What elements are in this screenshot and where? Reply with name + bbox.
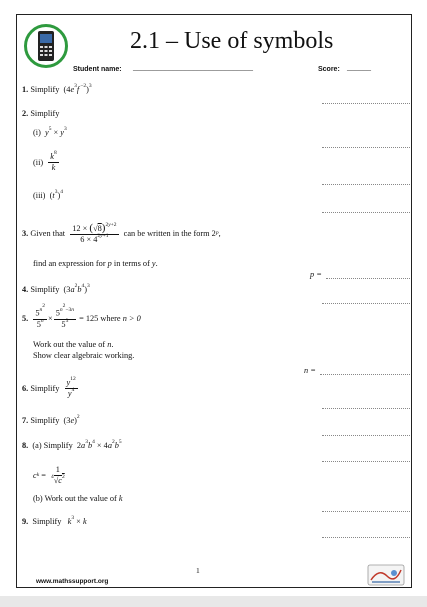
math-expression: $(3e)^2$ xyxy=(63,414,80,425)
question-2-part-iii xyxy=(33,191,63,201)
question-2 xyxy=(22,109,59,119)
math-expression: $(t^3)^4$ xyxy=(49,189,63,200)
answer-line[interactable] xyxy=(326,278,410,279)
answer-line[interactable] xyxy=(322,537,410,538)
answer-line[interactable] xyxy=(322,408,410,409)
question-6 xyxy=(22,378,79,399)
part-label: (i) xyxy=(33,128,41,137)
answer-line[interactable] xyxy=(322,511,410,512)
answer-line[interactable] xyxy=(320,374,410,375)
variable: k xyxy=(118,494,123,503)
question-text: Simplify xyxy=(30,109,60,118)
student-name-field[interactable]: ______________________________ xyxy=(133,63,253,72)
score-field[interactable]: ______ xyxy=(347,63,371,72)
math-fraction: $\frac{y^{12}}{y^4}$ xyxy=(66,376,76,398)
question-3: 3. Given that $\frac{12 \times (√8)^{2y+2}}{6 \times 4^{2y+1}}$ can be written in the form 2 $^p$ , xyxy=(22,222,221,244)
condition: n > 0 xyxy=(122,313,141,323)
math-fraction: $\frac{5^{n^2-3n}}{5^3}$ xyxy=(55,303,74,329)
question-number: 2. xyxy=(22,109,29,118)
question-text: Given that xyxy=(30,229,66,238)
question-8-part-b xyxy=(33,494,123,504)
question-3-find: find an expression for p in terms of y. xyxy=(33,259,158,268)
question-text: Simplify xyxy=(30,383,60,393)
question-text: Work out the value of xyxy=(33,340,106,349)
answer-line[interactable] xyxy=(322,212,410,213)
footer-url[interactable]: www.mathssupport.org xyxy=(36,578,109,585)
page-number: 1 xyxy=(196,566,200,575)
question-number: 6. xyxy=(22,383,29,393)
question-2-part-i xyxy=(33,128,67,138)
part-label: (ii) xyxy=(33,157,44,167)
question-text: = 125 where xyxy=(79,313,121,323)
maths-support-logo xyxy=(367,564,405,586)
question-text: find an expression for xyxy=(33,259,106,268)
question-text: can be written in the form 2 xyxy=(123,229,216,238)
answer-line[interactable] xyxy=(322,103,410,104)
question-text: Simplify xyxy=(32,517,62,526)
question-number: 5. xyxy=(22,313,29,323)
math-fraction: $\frac{12 \times (√8)^{2y+2}}{6 \times 4^{2y+1}}$ xyxy=(72,222,117,244)
score-label: Score: xyxy=(318,66,340,73)
question-number: 1. xyxy=(22,85,29,94)
math-expression: $y^5 \times y^3$ xyxy=(45,126,67,137)
question-number: 9. xyxy=(22,517,29,526)
answer-label: n = xyxy=(304,366,316,375)
question-text: (b) Work out the value of xyxy=(33,494,117,503)
answer-line[interactable] xyxy=(322,184,410,185)
graphing-calculator-icon xyxy=(24,24,68,68)
question-7 xyxy=(22,416,80,426)
question-text: in terms of xyxy=(113,259,150,268)
question-2-part-ii xyxy=(33,152,60,173)
question-5: 5. $\frac{5^{n^2}}{5^n}$ × $\frac{5^{n^2-3n}}{5^3}$ = 125 where n > 0 xyxy=(22,303,141,329)
question-text: Simplify xyxy=(30,285,60,294)
question-8 xyxy=(22,441,122,451)
question-text: Simplify xyxy=(30,85,60,94)
answer-line[interactable] xyxy=(322,435,410,436)
math-expression: $k^3 \times k$ xyxy=(67,515,87,526)
worksheet-title: 2.1 – Use of symbols xyxy=(130,28,334,54)
question-text: (a) Simplify xyxy=(32,441,73,450)
math-expression: $(3a^2b^4)^3$ xyxy=(63,283,90,294)
variable: n xyxy=(107,340,112,349)
math-fraction: $\frac{k^8}{k}$ xyxy=(50,150,57,172)
question-number: 3. xyxy=(22,229,29,238)
question-number: 4. xyxy=(22,285,29,294)
question-5-show: Show clear algebraic working. xyxy=(33,351,135,360)
variable: y xyxy=(151,259,156,268)
question-number: 8. xyxy=(22,441,29,450)
student-name-label: Student name: xyxy=(73,66,122,73)
math-fraction: $\frac{5^{n^2}}{5^n}$ xyxy=(35,303,46,329)
variable: p xyxy=(107,259,112,268)
question-1 xyxy=(22,85,92,95)
answer-label: p = xyxy=(310,270,322,279)
math-expression: ($4e^3f$ $^{-2}$)$^3$ xyxy=(63,83,92,94)
part-label: (iii) xyxy=(33,191,46,200)
math-fraction: $\frac{1}{^4√c^2}$ xyxy=(50,465,65,485)
answer-line[interactable] xyxy=(322,147,410,148)
question-number: 7. xyxy=(22,416,29,425)
question-text: Simplify xyxy=(30,416,60,425)
answer-line[interactable] xyxy=(322,461,410,462)
question-5-work: Work out the value of n. xyxy=(33,340,114,349)
answer-line[interactable] xyxy=(322,303,410,304)
question-4 xyxy=(22,285,90,295)
question-9 xyxy=(22,517,87,527)
math-expression: $2a^3b^4 \times 4a^2b^5$ xyxy=(76,439,122,450)
question-8-equation: c $^k$ = $\frac{1}{^4√c^2}$ xyxy=(33,465,65,485)
